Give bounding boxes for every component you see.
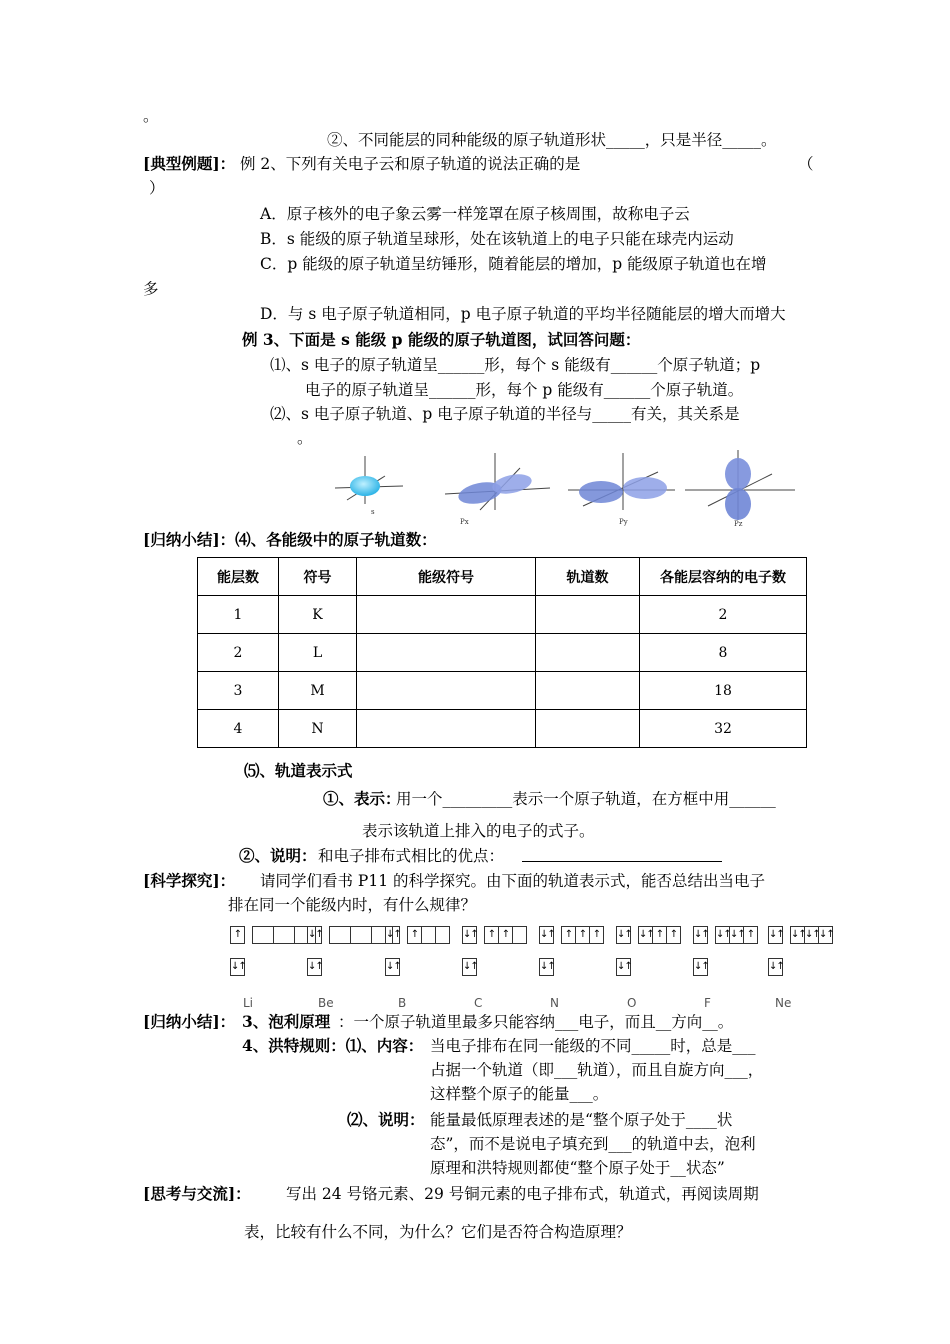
table-row — [198, 596, 807, 634]
table-header: 能层数 — [198, 558, 279, 596]
question-1-cont: 电子的原子轨道呈______形，每个 p 能级有______个原子轨道。 — [305, 381, 744, 399]
question-1: ⑴、s 电子的原子轨道呈______形，每个 s 能级有______个原子轨道；p — [270, 356, 761, 374]
orbital-2s2p-row — [462, 926, 526, 944]
table-cell — [357, 634, 536, 672]
orbital-box-2s: ↓↑ — [462, 926, 477, 944]
hund-label: 4、洪特规则：⑴、内容： — [242, 1036, 424, 1055]
orbital-diagram-heading: ⑸、轨道表示式 — [244, 761, 353, 780]
orbital-box-2p: ↑ — [498, 926, 513, 944]
orbital-box-2p — [273, 926, 295, 944]
orbital-box-2p — [252, 926, 274, 944]
orbital-box-1s: ↓↑ — [385, 958, 400, 976]
orbital-box-1s: ↓↑ — [616, 958, 631, 976]
option-b: B．s 能级的原子轨道呈球形，处在该轨道上的电子只能在球壳内运动 — [260, 230, 734, 248]
orbital-box-2p: ↓↑ — [818, 926, 833, 944]
orbital-label-s: s — [371, 508, 375, 516]
orbital-box-1s: ↓↑ — [768, 958, 783, 976]
table-cell: L — [279, 634, 357, 672]
orbital-box-2s: ↓↑ — [616, 926, 631, 944]
orbital-box-2p: ↓↑ — [715, 926, 730, 944]
orbital-box-2p: ↑ — [575, 926, 590, 944]
orbital-2s2p-row — [768, 926, 832, 944]
orbital-label-py: Py — [619, 518, 628, 526]
element-label: Li — [243, 996, 254, 1010]
table-cell: 3 — [198, 672, 279, 710]
text-line: 占据一个轨道（即___轨道），而且自旋方向___， — [430, 1061, 764, 1079]
orbital-1s-row — [768, 958, 782, 976]
table-row — [198, 710, 807, 748]
table-cell: K — [279, 596, 357, 634]
orbital-2s2p-row — [539, 926, 603, 944]
table-header-row — [198, 558, 807, 596]
py-orbital-figure — [563, 448, 683, 528]
table-cell: 2 — [640, 596, 807, 634]
text-line: 用一个_________表示一个原子轨道，在方框中用______ — [396, 790, 776, 808]
orbital-box-2s: ↓↑ — [539, 926, 554, 944]
table-cell: N — [279, 710, 357, 748]
orbital-box-2p: ↑ — [743, 926, 758, 944]
orbital-box-2p: ↑ — [589, 926, 604, 944]
orbital-box-1s: ↓↑ — [539, 958, 554, 976]
orbital-box-2p — [329, 926, 351, 944]
pz-orbital-figure — [680, 448, 800, 528]
text-line: 这样整个原子的能量___。 — [430, 1085, 609, 1103]
table-cell — [357, 710, 536, 748]
table-cell: 18 — [640, 672, 807, 710]
text-line: 排在同一个能级内时，有什么规律？ — [228, 896, 477, 914]
label-representation: ①、表示： — [323, 789, 401, 808]
option-c-cont: 多 — [143, 280, 159, 298]
table-header: 能级符号 — [357, 558, 536, 596]
orbital-1s-row — [385, 958, 399, 976]
table-cell: 1 — [198, 596, 279, 634]
element-label: O — [627, 996, 637, 1010]
table-row — [198, 672, 807, 710]
px-orbital-figure — [440, 448, 560, 528]
table-header: 各能层容纳的电子数 — [640, 558, 807, 596]
orbital-2s2p-row — [307, 926, 392, 944]
text-line: 表示该轨道上排入的电子的式子。 — [362, 822, 595, 840]
orbital-2s2p-row — [385, 926, 449, 944]
orbital-box-2p: ↑ — [407, 926, 422, 944]
element-label: Ne — [775, 996, 792, 1010]
orbital-box-2p — [350, 926, 372, 944]
orbital-box-2p: ↓↑ — [790, 926, 805, 944]
table-cell: 4 — [198, 710, 279, 748]
orbital-1s-row — [539, 958, 553, 976]
text-line: 能量最低原理表述的是“整个原子处于____状 — [430, 1111, 733, 1129]
element-label: Be — [318, 996, 334, 1010]
orbital-count-table — [197, 557, 807, 748]
text-line: ②、不同能层的同种能级的原子轨道形状_____，只是半径_____。 — [327, 131, 777, 149]
orbital-label-px: Px — [460, 518, 469, 526]
orbital-box-2s: ↓↑ — [385, 926, 400, 944]
element-label: N — [550, 996, 559, 1010]
orbital-box-2p: ↑ — [484, 926, 499, 944]
text-line: 表，比较有什么不同，为什么？它们是否符合构造原理？ — [244, 1223, 632, 1241]
orbital-1s-row — [230, 958, 244, 976]
text-line: 。 — [143, 107, 159, 125]
orbital-2s2p-row — [693, 926, 757, 944]
orbital-box-2p — [512, 926, 527, 944]
orbital-box-2p: ↑ — [561, 926, 576, 944]
table-row — [198, 634, 807, 672]
text-line: 和电子排布式相比的优点： — [318, 847, 505, 865]
example-3: 例 3、下面是 s 能级 p 能级的原子轨道图，试回答问题： — [242, 330, 641, 349]
orbital-1s-row — [462, 958, 476, 976]
text-line: 请同学们看书 P11 的科学探究。由下面的轨道表示式，能否总结出当电子 — [260, 872, 766, 890]
hund-explanation-label: ⑵、说明： — [347, 1110, 425, 1129]
section-label: [科学探究]： — [143, 871, 236, 890]
orbital-box-2p — [435, 926, 450, 944]
orbital-2s2p-row — [616, 926, 680, 944]
orbital-box-2p — [421, 926, 436, 944]
orbital-box-1s: ↓↑ — [307, 958, 322, 976]
question-2-cont: 。 — [297, 429, 313, 447]
table-cell — [357, 672, 536, 710]
orbital-box-2p: ↑ — [666, 926, 681, 944]
table-header: 轨道数 — [536, 558, 640, 596]
text-line: 态”，而不是说电子填充到___的轨道中去，泡利 — [430, 1135, 756, 1153]
question-2: ⑵、s 电子原子轨道、p 电子原子轨道的半径与_____有关，其关系是 — [270, 405, 740, 423]
orbital-1s-row — [307, 958, 321, 976]
orbital-1s-row — [616, 958, 630, 976]
text-line: 原理和洪特规则都使“整个原子处于__状态” — [430, 1159, 725, 1177]
element-label: C — [474, 996, 483, 1010]
orbital-box-1s: ↓↑ — [462, 958, 477, 976]
text-line: ：一个原子轨道里最多只能容纳___电子，而且__方向__。 — [338, 1013, 734, 1031]
table-cell: M — [279, 672, 357, 710]
pauli-label: 3、泡利原理 — [242, 1012, 331, 1031]
orbital-box-2s: ↓↑ — [307, 926, 322, 944]
summary-heading: [归纳小结]：⑷、各能级中的原子轨道数： — [143, 530, 437, 549]
table-cell — [357, 596, 536, 634]
orbital-1s-row — [693, 958, 707, 976]
example-2-question: 例 2、下列有关电子云和原子轨道的说法正确的是 — [240, 155, 581, 173]
answer-underline — [522, 861, 722, 862]
orbital-label-pz: Pz — [734, 520, 743, 528]
table-cell: 8 — [640, 634, 807, 672]
s-orbital-figure — [325, 448, 415, 520]
orbital-box-2p: ↑ — [652, 926, 667, 944]
table-header: 符号 — [279, 558, 357, 596]
label-explanation: ②、说明： — [239, 846, 317, 865]
table-cell — [536, 710, 640, 748]
table-cell: 2 — [198, 634, 279, 672]
orbital-box-2s: ↓↑ — [693, 926, 708, 944]
orbital-box-2p: ↓↑ — [804, 926, 819, 944]
answer-bracket: （ — [798, 155, 814, 173]
orbital-box-2s: ↑ — [230, 926, 245, 944]
orbital-box-2p: ↓↑ — [729, 926, 744, 944]
table-cell — [536, 672, 640, 710]
option-c: C．p 能级的原子轨道呈纺锤形，随着能层的增加，p 能级原子轨道也在增 — [260, 255, 767, 273]
text-line: 写出 24 号铬元素、29 号铜元素的电子排布式，轨道式，再阅读周期 — [286, 1185, 759, 1203]
text-line: 当电子排布在同一能级的不同_____时，总是___ — [430, 1037, 756, 1055]
option-a: A．原子核外的电子象云雾一样笼罩在原子核周围，故称电子云 — [260, 205, 690, 223]
section-label: [思考与交流]： — [143, 1184, 251, 1203]
answer-bracket: ） — [149, 179, 165, 197]
orbital-box-1s: ↓↑ — [230, 958, 245, 976]
section-label: [归纳小结]： — [143, 1012, 236, 1031]
table-cell: 32 — [640, 710, 807, 748]
section-label: [典型例题]： — [143, 154, 236, 173]
table-cell — [536, 634, 640, 672]
orbital-2s2p-row — [230, 926, 315, 944]
option-d: D．与 s 电子原子轨道相同，p 电子原子轨道的平均半径随能层的增大而增大 — [260, 305, 786, 323]
orbital-box-2s: ↓↑ — [768, 926, 783, 944]
element-label: B — [398, 996, 407, 1010]
element-label: F — [704, 996, 711, 1010]
table-cell — [536, 596, 640, 634]
orbital-box-1s: ↓↑ — [693, 958, 708, 976]
orbital-box-2p: ↓↑ — [638, 926, 653, 944]
